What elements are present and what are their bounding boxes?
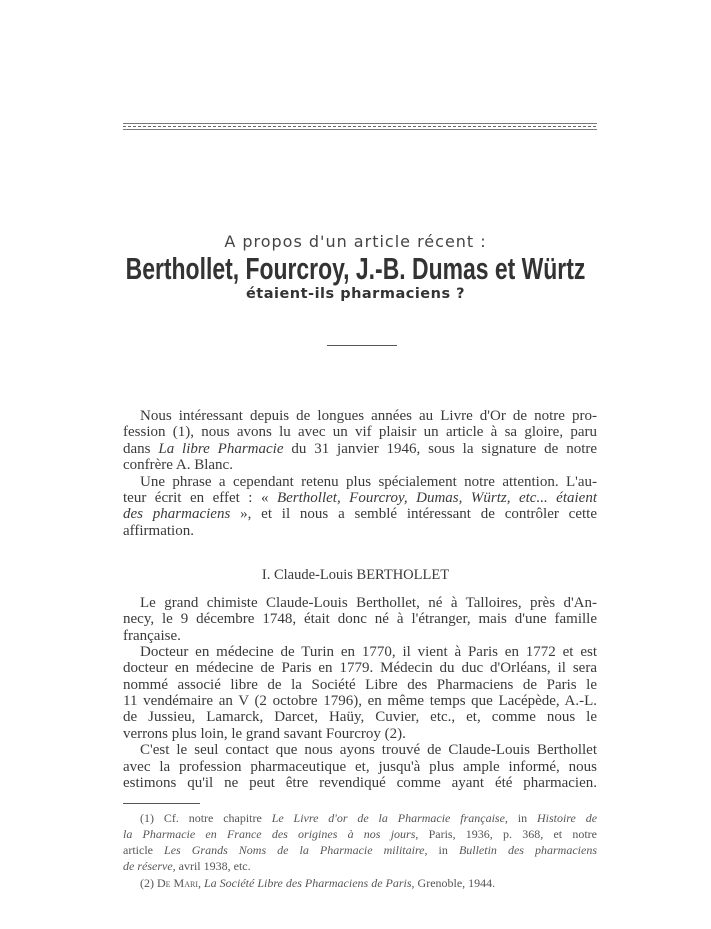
text-segment: estimons qu'il ne peut être revendiqué comme ayant été pharmacien. [123,775,597,791]
text-segment: nommé associé libre de la Société Libre des Pharmaciens de Paris le [123,677,597,693]
italic-text: Le Livre d'or de la Pharmacie française [271,811,505,825]
italic-text: Bulletin des pharmaciens [458,843,598,857]
text-line [123,474,597,490]
text-segment: de Jussieu, Lamarck, Darcet, Haüy, Cuvier, etc., et, comme nous le [123,709,597,725]
text-segment: Une phrase a cependant retenu plus spécialement notre attention. L'au- [140,474,597,490]
text-segment: De Mari [157,876,198,890]
section-heading: I. Claude-Louis BERTHOLLET [261,567,450,583]
text-line [123,424,597,440]
italic-text: des pharmaciens [123,506,231,522]
text-segment: affirmation. [123,523,194,539]
text-segment: necy, le 9 décembre 1748, était donc né à l'étranger, mais d'une famille [123,611,597,627]
footnote-line [123,811,597,825]
article-title: Berthollet, Fourcroy, J.-B. Dumas et Würtz [125,251,586,286]
text-segment: verrons plus loin, le grand savant Fourcroy (2). [123,726,406,742]
text-line [123,506,597,522]
text-segment: du 31 janvier 1946, sous la signature de notre [283,441,598,457]
text-segment: 11 vendémaire an V (2 octobre 1796), en même temps que Lacépède, A.-L. [123,693,597,709]
text-line [123,441,597,457]
text-segment: article [123,843,165,857]
text-line [123,742,597,758]
text-line [123,523,597,539]
footnote-divider [123,803,200,804]
text-line [123,660,597,676]
text-line [123,595,597,611]
text-line [123,644,597,660]
italic-text: La Société Libre des Pharmaciens de Paris [204,876,412,890]
text-segment: dans [123,441,159,457]
text-line [123,677,597,693]
text-segment: docteur en médecine de Paris en 1779. Médecin du duc d'Orléans, il sera [123,660,597,676]
text-segment: Nous intéressant depuis de longues années au Livre d'Or de notre pro- [140,408,597,424]
title-divider [327,345,397,346]
italic-text: Histoire de [536,811,598,825]
text-line [123,490,597,506]
text-segment: (2) [140,876,157,890]
text-segment: (1) Cf. notre chapitre [140,811,272,825]
text-segment: Le grand chimiste Claude-Louis Berthollet, né à Talloires, près d'An- [140,595,597,611]
italic-text: Les Grands Noms de la Pharmacie militaire [164,843,425,857]
text-segment: , Paris, 1936, p. 368, et notre [415,827,597,841]
text-segment: française. [123,628,181,644]
article-subtitle: étaient-ils pharmaciens ? [245,286,466,302]
text-line [123,709,597,725]
text-segment: , in [424,843,459,857]
footnote-line [123,827,597,841]
text-line [123,693,597,709]
italic-text: de réserve [123,859,173,873]
text-line [123,408,597,424]
text-segment: teur écrit en effet : « [123,490,277,506]
text-segment: , avril 1938, etc. [172,859,251,873]
text-segment: fession (1), nous avons lu avec un vif plaisir un article à sa gloire, paru [123,424,597,440]
text-segment: Docteur en médecine de Turin en 1770, il vient à Paris en 1772 et est [140,644,597,660]
text-segment: », et il nous a semblé intéressant de contrôler cette [230,506,597,522]
text-segment: , [198,876,204,890]
text-line [123,628,597,644]
text-segment: avec la profession pharmaceutique et, jusqu'à plus ample informé, nous [123,759,597,775]
decorative-top-rule [123,123,597,130]
italic-text: Berthollet, Fourcroy, Dumas, Würtz, etc... étaient [276,490,597,506]
text-segment: C'est le seul contact que nous ayons trouvé de Claude-Louis Berthollet [140,742,597,758]
text-line [123,726,597,742]
text-segment: confrère A. Blanc. [123,457,233,473]
footnote-line [123,843,597,857]
footnote-line [123,876,597,890]
text-line [123,775,597,791]
text-line [123,611,597,627]
text-segment: , Grenoble, 1944. [411,876,496,890]
article-kicker: A propos d'un article récent : [224,232,487,251]
italic-text: La libre Pharmacie [158,441,284,457]
text-line [123,457,597,473]
text-segment: , in [504,811,537,825]
italic-text: la Pharmacie en France des origines à nos jours [123,827,416,841]
text-line [123,759,597,775]
footnote-line [123,859,597,873]
